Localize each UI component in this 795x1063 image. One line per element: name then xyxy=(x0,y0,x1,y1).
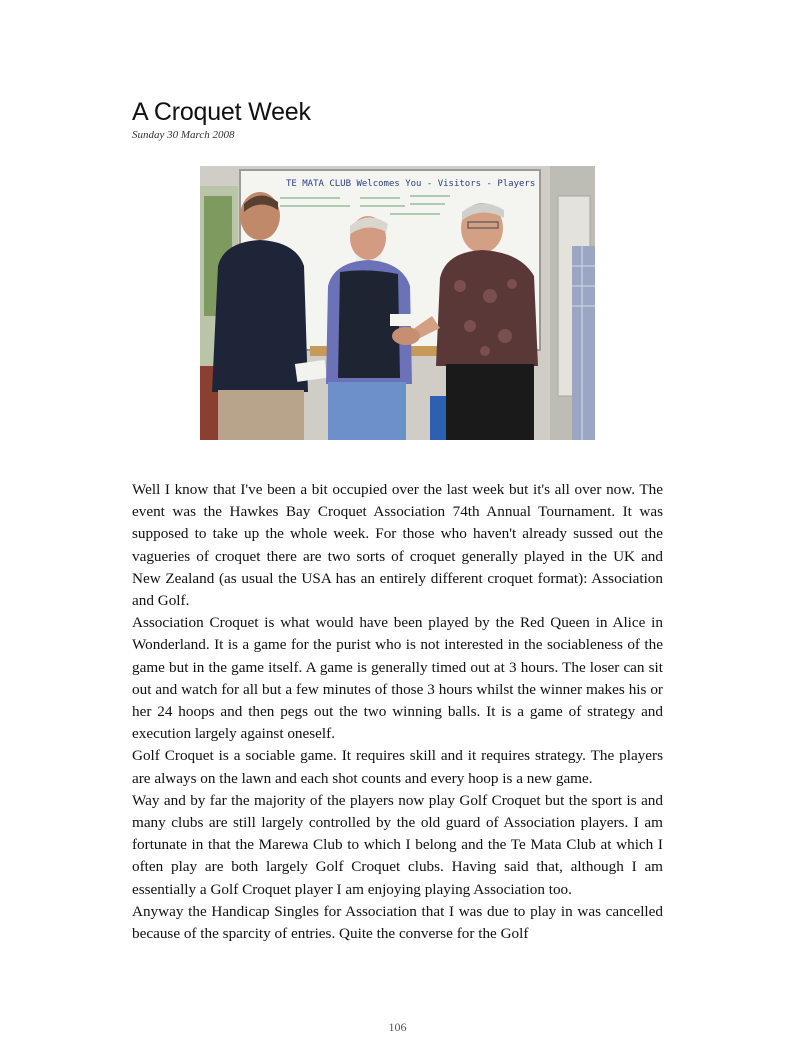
paragraph: Golf Croquet is a sociable game. It requires skill and it requires strategy. The players are always on the lawn and each shot counts and every hoop is a new game. xyxy=(132,747,663,787)
paragraph: Well I know that I've been a bit occupied over the last week but it's all over now. The event was the Hawkes Bay Croquet Association 74th Annual Tournament. It was supposed to take up the whole week. For those who haven't already sussed out the vagueries of croquet there are two sorts of croquet generally played in the UK and New Zealand (as usual the USA has an entirely different croquet format): Association and Golf. xyxy=(132,481,663,610)
article-date: Sunday 30 March 2008 xyxy=(132,129,235,141)
article-photo xyxy=(200,166,595,440)
page-number: 106 xyxy=(388,1020,407,1034)
paragraph: Anyway the Handicap Singles for Association that I was due to play in was cancelled because of the sparcity of entries. Quite the converse for the Golf xyxy=(132,902,663,943)
paragraph: Association Croquet is what would have been played by the Red Queen in Alice in Wonderland. It is a game for the purist who is not interested in the sociableness of the game but in the game itself. A game is generally timed out at 3 hours. The loser can sit out and watch for all but a few minutes of those 3 hours whilst the winner makes his or her 24 hoops and then pegs out the two winning balls. It is a game of strategy and execution largely against oneself. xyxy=(132,614,663,743)
paragraph: Way and by far the majority of the players now play Golf Croquet but the sport is and many clubs are still largely controlled by the old guard of Association players. I am fortunate in that the Marewa Club to which I belong and the Te Mata Club at which I often play are both largely Golf Croquet clubs. Having said that, although I am essentially a Golf Croquet player I am enjoying playing Association too. xyxy=(132,791,663,898)
whiteboard-text: TE MATA CLUB Welcomes You - Visitors - Players xyxy=(286,179,536,189)
article-body xyxy=(132,479,663,945)
article-title: A Croquet Week xyxy=(132,98,311,126)
